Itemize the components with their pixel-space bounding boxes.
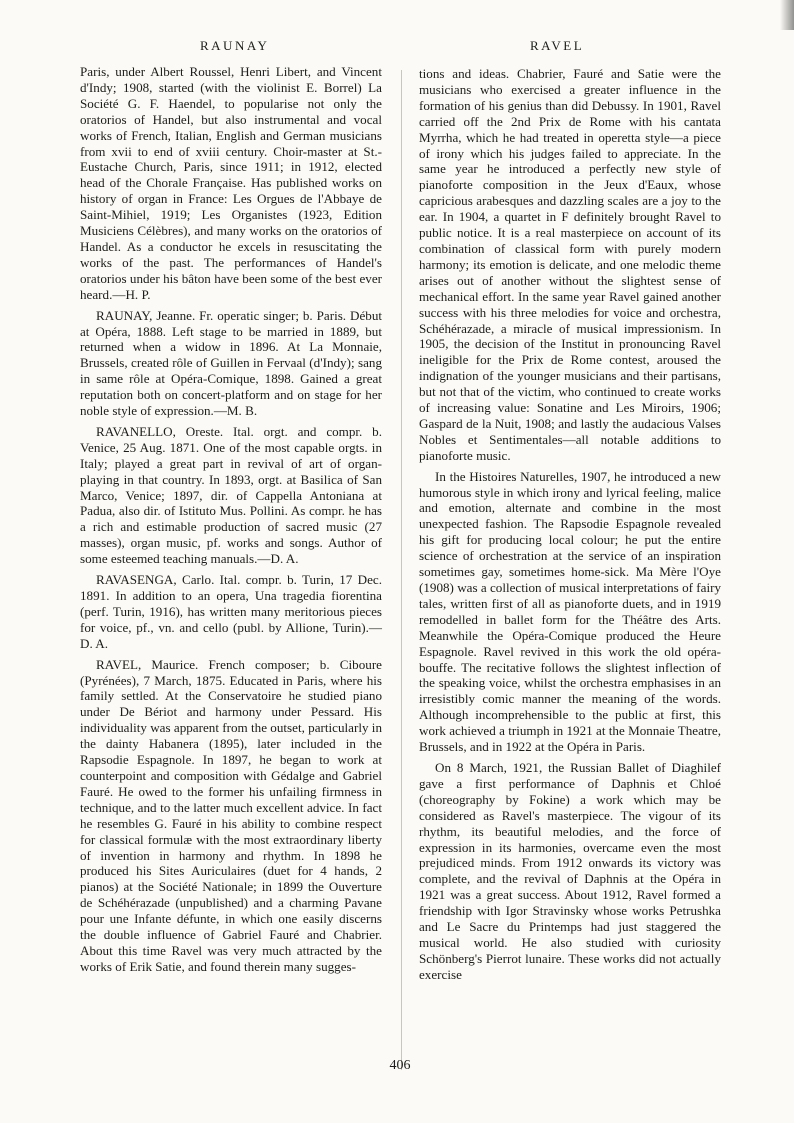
column-divider	[401, 70, 402, 1070]
paragraph-daphnis: On 8 March, 1921, the Russian Ballet of Diaghilef gave a first performance of Daphnis et Chloé (choreography by Fokine) a work which may be considered as Ravel's masterpiece. The vigour of its rhythm, its beautiful melodies, and the force of expression in its harmonies, overcame even the most prejudiced minds. From 1912 onwards its victory was complete, and the revival of Daphnis at the Opéra in 1921 was a great success. About 1912, Ravel formed a friendship with Igor Stravinsky whose works Petrushka and Le Sacre du Printemps had just staggered the musical world. He also studied with curiosity Schönberg's Pierrot lunaire. These works did not actually exercise	[419, 759, 721, 982]
entry-ravel-maurice: RAVEL, Maurice. French composer; b. Ciboure (Pyrénées), 7 March, 1875. Educated in Paris, where his family settled. At the Conservatoire he studied piano under De Bériot and harmony under Pessard. His individuality was apparent from the outset, particularly in the dainty Habanera (1895), later included in the Rapsodie Espagnole. In 1897, he began to work at counterpoint and composition with Gédalge and Gabriel Fauré. He owed to the former his unfailing firmness in technique, and to the latter much excellent advice. In fact he resembles G. Fauré in his ability to combine respect for classical formulæ with the most extraordinary liberty of invention in harmony and rhythm. In 1898 he produced his Sites Auriculaires (duet for 4 hands, 2 pianos) at the Société Nationale; in 1899 the Ouverture de Schéhérazade (unpublished) and a charming Pavane pour une Infante défunte, in which one easily discerns the double influence of Gabriel Fauré and Chabrier. About this time Ravel was very much attracted by the works of Erik Satie, and found therein many sugges-	[80, 656, 382, 974]
entry-ravasenga-carlo: RAVASENGA, Carlo. Ital. compr. b. Turin, 17 Dec. 1891. In addition to an opera, Una tragedia fiorentina (perf. Turin, 1916), has written many meritorious pieces for voice, pf., vn. and cello (publ. by Allione, Turin).—D. A.	[80, 572, 382, 651]
continued-paragraph: Paris, under Albert Roussel, Henri Libert, and Vincent d'Indy; 1908, started (with the violinist E. Borrel) La Société G. F. Haendel, to popularise not only the oratorios of Handel, but also instrumental and vocal works of French, Italian, English and German musicians from xvii to end of xviii century. Choir-master at St.-Eustache Church, Paris, since 1911; in 1912, elected head of the Chorale Française. Has published works on history of organ in France: Les Orgues de l'Abbaye de Saint-Mihiel, 1919; Les Organistes (1923, Edition Musiciens Célèbres), and many works on the oratorios of Handel. As a conductor he excels in resuscitating the works of the past. The performances of Handel's oratorios under his bâton have been some of the best ever heard.—H. P.	[80, 64, 382, 302]
running-head-left: RAUNAY	[200, 38, 270, 53]
left-column	[80, 64, 382, 975]
continued-paragraph-right: tions and ideas. Chabrier, Fauré and Satie were the musicians who exercised a greater influence in the formation of his genius than did Debussy. In 1901, Ravel carried off the 2nd Prix de Rome with his cantata Myrrha, which he had treated in operetta style—a piece of irony which his judges failed to appreciate. In the same year he introduced a perfectly new style of pianoforte composition in the Jeux d'Eaux, whose capricious arabesques and dazzling scales are a joy to the ear. In 1904, a quartet in F definitely brought Ravel to public notice. It is a real masterpiece on account of its combination of classical form with purely modern harmony; its emotion is delicate, and one melodic theme arises out of another without the slightest sense of mechanical effort. In the same year Ravel gained another success with his three melodies for voice and orchestra, Schéhérazade, a miracle of musical impressionism. In 1905, the decision of the Institut in pronouncing Ravel ineligible for the Prix de Rome contest, aroused the indignation of the younger musicians and their partisans, but not that of the victim, who continued to create works of increasing value: Sonatine and Les Miroirs, 1906; Gaspard de la Nuit, 1908; and lastly the audacious Valses Nobles et Sentimentales—all notable additions to pianoforte music.	[419, 66, 721, 463]
page-edge-shadow	[780, 0, 794, 30]
paragraph-histoires-naturelles: In the Histoires Naturelles, 1907, he introduced a new humorous style in which irony and lyrical feeling, malice and emotion, alternate and combine in the most unexpected fashion. The Rapsodie Espagnole revealed his gift for producing local colour; he put the entire science of orchestration at the service of an inspiration sometimes gay, sometimes home-sick. Ma Mère l'Oye (1908) was a collection of musical interpretations of fairy tales, written first of all as pianoforte duets, and in 1919 remodelled in ballet form for the Théâtre des Arts. Meanwhile the Opéra-Comique produced the Heure Espagnole. Ravel revived in this work the old opéra-bouffe. The recitative follows the slightest inflection of the speaking voice, whilst the orchestra emphasises in an irresistibly comic manner the meaning of the words. Although incomprehensible to the public at first, this work achieved a triumph in 1921 at the Monnaie Theatre, Brussels, and in 1922 at the Opéra in Paris.	[419, 468, 721, 755]
running-head-right: RAVEL	[530, 38, 585, 53]
entry-ravanello-oreste: RAVANELLO, Oreste. Ital. orgt. and compr. b. Venice, 25 Aug. 1871. One of the most capable orgts. in Italy; played a great part in revival of art of organ-playing in that country. In 1893, orgt. at Basilica of San Marco, Venice; 1897, dir. of Cappella Antoniana at Padua, also dir. of Istituto Mus. Pollini. As compr. he has a rich and estimable production of sacred music (27 masses), organ music, pf. works and songs. Author of some esteemed teaching manuals.—D. A.	[80, 423, 382, 567]
entry-raunay-jeanne: RAUNAY, Jeanne. Fr. operatic singer; b. Paris. Début at Opéra, 1888. Left stage to be married in 1889, but returned when a widow in 1896. At La Monnaie, Brussels, created rôle of Guillen in Fervaal (d'Indy); sang in same rôle at Opéra-Comique, 1898. Gained a great reputation both on concert-platform and on stage for her noble style of expression.—M. B.	[80, 307, 382, 419]
right-column	[419, 66, 721, 983]
page-number: 406	[389, 1058, 411, 1073]
